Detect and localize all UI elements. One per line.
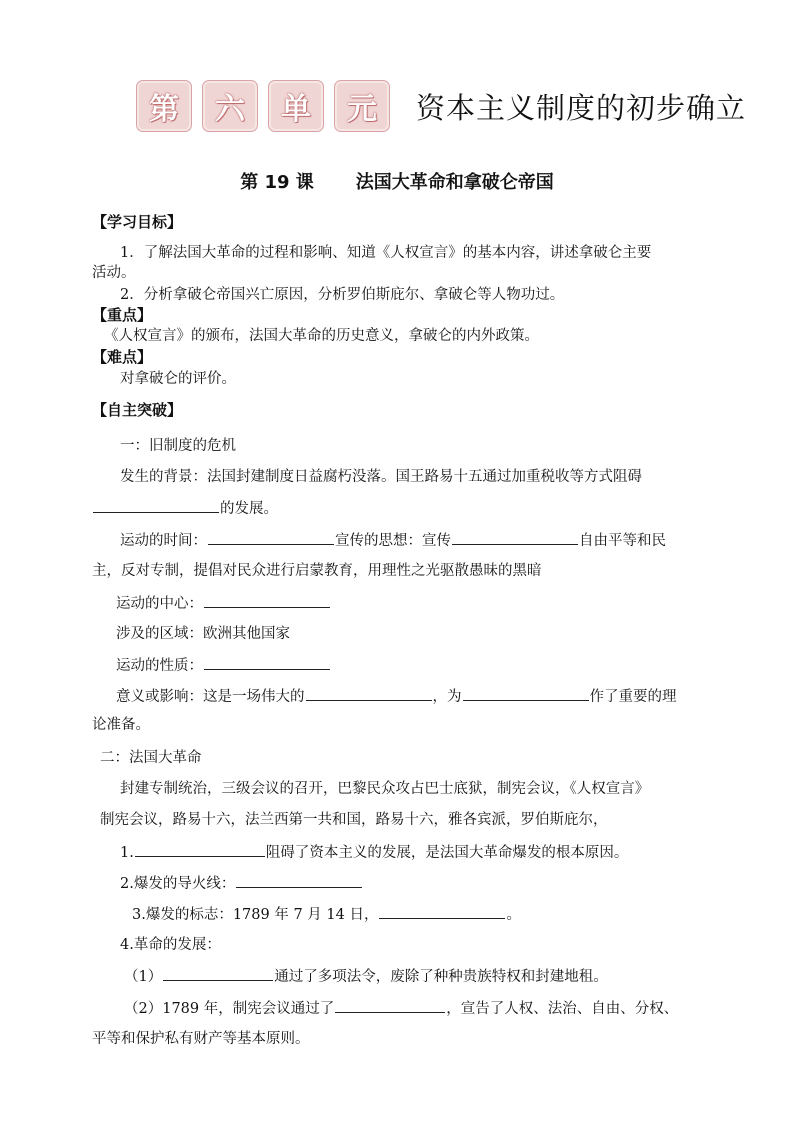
unit-title: 资本主义制度的初步确立 [416, 90, 747, 125]
unit-char: 六 [215, 92, 245, 127]
goal-item-1a: 1．了解法国大革命的过程和影响、知道《人权宣言》的基本内容，讲述拿破仑主要 [120, 245, 652, 261]
answer-blank[interactable] [93, 498, 219, 513]
time-idea-line [120, 530, 702, 551]
question-4: 4.革命的发展： [120, 937, 221, 953]
meaning-cont: 论准备。 [92, 717, 150, 733]
lesson-name: 法国大革命和拿破仑帝国 [355, 172, 554, 193]
q4-2-number: （2）1789 年，制宪会议通过了 [124, 1001, 335, 1017]
nature-line [116, 655, 702, 676]
unit-char: 元 [347, 92, 377, 127]
answer-blank[interactable] [463, 686, 589, 701]
section-2-title: 二：法国大革命 [100, 750, 202, 766]
section-1-title: 一：旧制度的危机 [120, 438, 236, 454]
answer-blank[interactable] [452, 530, 578, 545]
answer-blank[interactable] [379, 904, 505, 919]
key-points-text: 《人权宣言》的颁布，法国大革命的历史意义，拿破仑的内外政策。 [104, 328, 539, 344]
question-3 [132, 904, 702, 925]
q4-2-text: ，宣告了人权、法治、自由、分权、 [446, 1001, 679, 1017]
answer-blank[interactable] [306, 686, 432, 701]
q1-number: 1. [120, 845, 134, 861]
meaning-mid: ，为 [432, 689, 462, 705]
answer-blank[interactable] [163, 966, 273, 981]
nature-label: 运动的性质： [116, 658, 203, 674]
q4-1-number: （1） [124, 969, 163, 985]
difficulties-heading: 【难点】 [92, 348, 153, 366]
region-line: 涉及的区域：欧洲其他国家 [116, 626, 290, 642]
answer-blank[interactable] [204, 655, 330, 670]
q2-text: 2.爆发的导火线： [120, 876, 236, 892]
answer-blank[interactable] [208, 530, 334, 545]
unit-char-box [334, 80, 390, 132]
question-4-2 [124, 998, 702, 1019]
self-study-heading: 【自主突破】 [92, 401, 183, 419]
unit-header [136, 80, 776, 132]
idea-tail: 自由平等和民 [579, 533, 666, 549]
center-line [116, 593, 702, 614]
goals-heading: 【学习目标】 [92, 213, 183, 231]
unit-char: 单 [281, 92, 311, 127]
meaning-tail: 作了重要的理 [589, 689, 677, 705]
q3-end: 。 [506, 907, 521, 923]
time-label: 运动的时间： [120, 533, 207, 549]
unit-char-box [136, 80, 192, 132]
question-4-1 [124, 966, 702, 987]
idea-label: 宣传的思想：宣传 [335, 533, 451, 549]
question-1 [120, 842, 702, 863]
answer-blank[interactable] [335, 998, 445, 1013]
answer-blank[interactable] [135, 842, 265, 857]
unit-char-box [268, 80, 324, 132]
meaning-line [116, 686, 702, 707]
key-points-heading: 【重点】 [92, 306, 153, 324]
center-label: 运动的中心： [116, 596, 203, 612]
lesson-title [0, 168, 794, 194]
q1-text: 阻碍了资本主义的发展，是法国大革命爆发的根本原因。 [265, 845, 629, 861]
background-line-b [92, 498, 702, 519]
lesson-number: 第 19 课 [240, 172, 314, 193]
unit-char-box [202, 80, 258, 132]
background-line-a: 发生的背景：法国封建制度日益腐朽没落。国王路易十五通过加重税收等方式阻碍 [120, 469, 642, 485]
idea-cont: 主，反对专制，提倡对民众进行启蒙教育，用理性之光驱散愚昧的黑暗 [92, 563, 542, 579]
question-4-2-cont: 平等和保护私有财产等基本原则。 [92, 1031, 310, 1047]
goal-item-2: 2．分析拿破仑帝国兴亡原因，分析罗伯斯庇尔、拿破仑等人物功过。 [120, 287, 565, 303]
answer-blank[interactable] [236, 873, 362, 888]
background-tail: 的发展。 [220, 501, 278, 517]
answer-blank[interactable] [204, 593, 330, 608]
keywords-line-a: 封建专制统治，三级会议的召开，巴黎民众攻占巴士底狱，制宪会议，《人权宣言》 [120, 781, 650, 797]
difficulties-text: 对拿破仑的评价。 [120, 371, 236, 387]
q3-text: 3.爆发的标志：1789 年 7 月 14 日， [132, 907, 379, 923]
goal-item-1b: 活动。 [92, 265, 136, 281]
q4-1-text: 通过了多项法令，废除了种种贵族特权和封建地租。 [274, 969, 608, 985]
unit-char: 第 [149, 92, 179, 127]
keywords-line-b: 制宪会议，路易十六，法兰西第一共和国，路易十六，雅各宾派，罗伯斯庇尔， [100, 812, 608, 828]
question-2 [120, 873, 702, 894]
meaning-label: 意义或影响：这是一场伟大的 [116, 689, 305, 705]
